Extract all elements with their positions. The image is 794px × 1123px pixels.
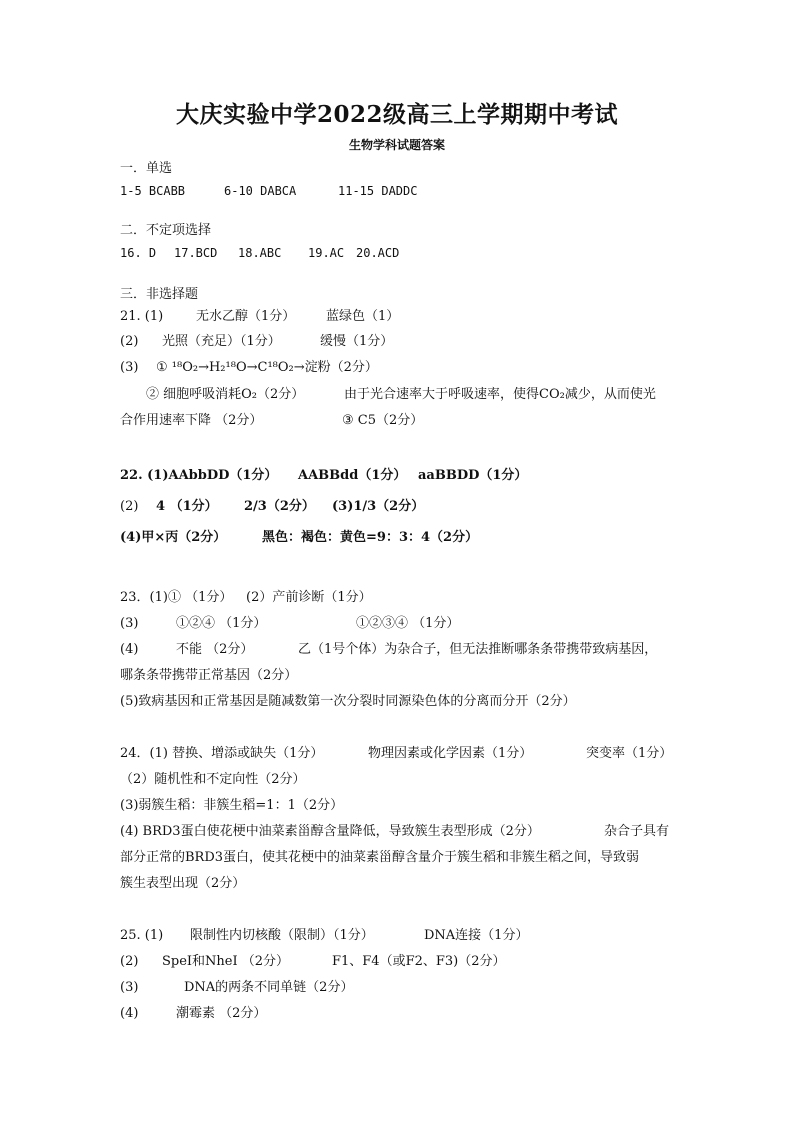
q23-line-1 xyxy=(120,589,372,607)
q25-part-1-label: 25. (1) xyxy=(120,928,164,943)
answer-20: 20.ACD xyxy=(356,246,400,260)
q21-part-2-answer-b: 缓慢（1分） xyxy=(320,334,394,349)
answer-19: 19.AC xyxy=(308,246,345,260)
answer-6-10: 6-10 DABCA xyxy=(224,184,297,198)
q22-part-2-answer: 4 （1分） xyxy=(156,499,218,514)
q25-line-2 xyxy=(120,953,506,971)
q21-part-2-answer-a: 光照（充足）（1分） xyxy=(162,334,281,349)
q22-part-4-answer-b: 黑色：褐色：黄色=9：3：4（2分） xyxy=(262,530,479,545)
q21-part-3-label: (3) xyxy=(120,360,139,375)
section-non-choice-heading: 三．非选择题 xyxy=(120,287,199,302)
q23-part-4-answer: 不能 （2分） xyxy=(176,642,254,657)
q23-part-2-answer: (2）产前诊断（1分） xyxy=(246,590,372,605)
q21-part-1-answer-b: 蓝绿色（1） xyxy=(326,309,400,324)
q21-part-3-answer-1: ① ¹⁸O₂→H₂¹⁸O→C¹⁸O₂→淀粉（2分） xyxy=(156,360,378,375)
q21-line-2 xyxy=(120,333,394,351)
q22-part-1-answer-a: 22. (1)AAbbDD（1分） xyxy=(120,468,278,483)
q25-line-3 xyxy=(120,979,354,997)
q21-part-3-explanation-end: 合作用速率下降 （2分） xyxy=(120,413,263,428)
q21-line-3 xyxy=(120,359,378,377)
q21-part-2-label: (2) xyxy=(120,334,139,349)
q24-line-2: （2）随机性和不定向性（2分） xyxy=(120,772,306,787)
q22-part-4-answer-a: (4)甲×丙（2分） xyxy=(120,530,227,545)
q23-line-5: (5)致病基因和正常基因是随减数第一次分裂时同源染色体的分离而分开（2分） xyxy=(120,694,576,709)
q24-line-4 xyxy=(120,823,670,841)
q25-part-1-answer-b: DNA连接（1分） xyxy=(424,928,529,943)
answer-16: 16. D xyxy=(120,246,157,260)
section-single-choice-heading: 一．单选 xyxy=(120,161,173,176)
q23-part-1-answer: 23．(1)① （1分） xyxy=(120,590,233,605)
q21-line-1 xyxy=(120,308,400,326)
q21-line-5 xyxy=(120,412,424,430)
q25-line-1 xyxy=(120,927,529,945)
q25-part-4-label: (4) xyxy=(120,1006,139,1021)
q24-line-3: (3)弱簇生稻：非簇生稻=1：1（2分） xyxy=(120,798,344,813)
q24-part-1-answer-b: 物理因素或化学因素（1分） xyxy=(368,746,533,761)
q21-part-3-answer-3: ③ C5（2分） xyxy=(342,413,424,428)
q25-part-2-answer-a: SpeI和NheI （2分） xyxy=(162,954,290,969)
q22-part-2-answer-b: 2/3（2分） xyxy=(244,499,315,514)
answer-1-5: 1-5 BCABB xyxy=(120,184,186,198)
q21-part-1-label: 21. (1) xyxy=(120,309,164,324)
q23-part-4-label: (4) xyxy=(120,642,139,657)
q22-line-2 xyxy=(120,498,425,516)
single-choice-answers xyxy=(120,182,418,200)
q24-part-1-answer-c: 突变率（1分） xyxy=(586,746,673,761)
q23-part-3-answer-b: ①②③④ （1分） xyxy=(356,616,460,631)
q24-part-4-answer-a: (4) BRD3蛋白使花梗中油菜素甾醇含量降低，导致簇生表型形成（2分） xyxy=(120,824,540,839)
answer-18: 18.ABC xyxy=(238,246,282,260)
q22-part-1-answer-b: AABBdd（1分） xyxy=(298,468,407,483)
page-title: 大庆实验中学2022级高三上学期期中考试 xyxy=(175,101,618,128)
answer-11-15: 11-15 DADDC xyxy=(338,184,418,198)
q25-part-2-label: (2) xyxy=(120,954,139,969)
q22-part-3-answer: (3)1/3（2分） xyxy=(332,499,425,514)
q23-part-3-answer-a: ①②④ （1分） xyxy=(176,616,267,631)
q25-part-3-label: (3) xyxy=(120,980,139,995)
q25-part-4-answer: 潮霉素 （2分） xyxy=(176,1006,267,1021)
q25-part-2-answer-b: F1、F4（或F2、F3)（2分） xyxy=(332,954,506,969)
q24-line-5: 部分正常的BRD3蛋白，使其花梗中的油菜素甾醇含量介于簇生稻和非簇生稻之间，导致弱 xyxy=(120,850,640,865)
section-multi-choice-heading: 二．不定项选择 xyxy=(120,223,212,238)
q22-line-3 xyxy=(120,529,479,547)
q23-line-4: 哪条条带携带正常基因（2分） xyxy=(120,668,298,683)
q25-part-3-answer: DNA的两条不同单链（2分） xyxy=(184,980,354,995)
q21-part-1-answer-a: 无水乙醇（1分） xyxy=(196,309,296,324)
multi-choice-answers xyxy=(120,244,400,262)
q24-line-6: 簇生表型出现（2分） xyxy=(120,876,246,891)
q22-line-1 xyxy=(120,467,528,485)
page-subtitle: 生物学科试题答案 xyxy=(348,138,445,152)
q21-part-3-answer-2: ② 细胞呼吸消耗O₂（2分） xyxy=(146,387,305,402)
q24-part-1-answer-a: 24．(1) 替换、增添或缺失（1分） xyxy=(120,746,324,761)
q23-line-2 xyxy=(120,615,460,633)
q24-line-1 xyxy=(120,745,673,763)
q21-part-3-explanation: 由于光合速率大于呼吸速率，使得CO₂减少，从而使光 xyxy=(344,387,656,402)
q23-part-3-label: (3) xyxy=(120,616,139,631)
q22-part-1-answer-c: aaBBDD（1分） xyxy=(418,468,528,483)
q22-part-2-label: (2) xyxy=(120,499,139,514)
q25-part-1-answer-a: 限制性内切核酸（限制）（1分） xyxy=(190,928,374,943)
q23-part-4-explanation: 乙（1号个体）为杂合子，但无法推断哪条条带携带致病基因， xyxy=(298,642,658,657)
q25-line-4 xyxy=(120,1005,267,1023)
q23-line-3 xyxy=(120,641,658,659)
q24-part-4-answer-b: 杂合子具有 xyxy=(604,824,670,839)
q21-line-4 xyxy=(120,386,656,404)
answer-17: 17.BCD xyxy=(174,246,218,260)
